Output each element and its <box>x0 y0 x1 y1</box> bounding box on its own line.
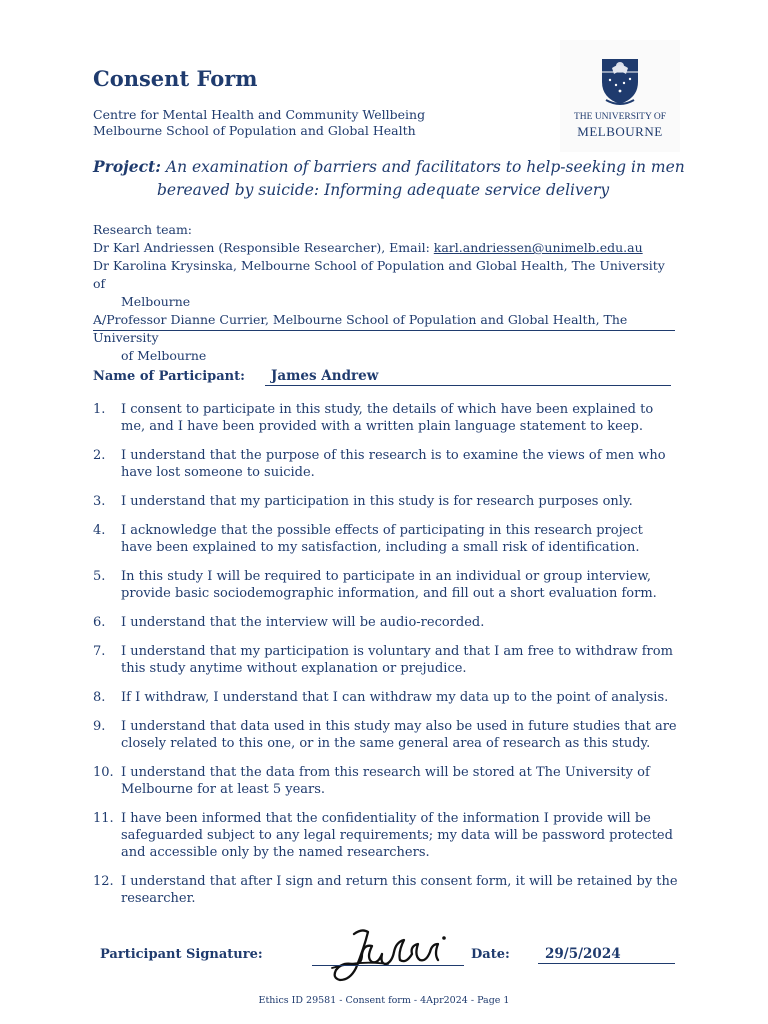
school-name: Melbourne School of Population and Global Health <box>93 123 416 138</box>
statement-text: I understand that my participation is voluntary and that I am free to withdraw from this study anytime without explanation or prejudice. <box>121 644 673 676</box>
participant-name-label: Name of Participant: <box>93 369 245 384</box>
form-title: Consent Form <box>93 66 258 91</box>
university-logo <box>560 40 680 152</box>
team-member-3: A/Professor Dianne Currier, Melbourne School of Population and Global Health, The University of Melbourne <box>93 312 628 363</box>
research-team <box>93 221 675 365</box>
research-team-heading: Research team: <box>93 222 193 237</box>
statement-number: 1. <box>93 402 106 417</box>
date-field[interactable]: 29/5/2024 <box>538 946 675 964</box>
consent-statement <box>93 614 678 631</box>
statement-text: I understand that the data from this research will be stored at The University of Melbourne for at least 5 years. <box>121 765 650 797</box>
team-member-1: Dr Karl Andriessen (Responsible Researcher), Email: karl.andriessen@unimelb.edu.au <box>93 240 643 255</box>
statement-number: 10. <box>93 765 114 780</box>
consent-statement <box>93 810 678 861</box>
researcher-email-link[interactable]: karl.andriessen@unimelb.edu.au <box>433 240 643 255</box>
statement-text: I understand that after I sign and return this consent form, it will be retained by the researcher. <box>121 874 678 906</box>
statement-number: 11. <box>93 811 114 826</box>
logo-line2: MELBOURNE <box>577 124 663 139</box>
statement-text: I understand that the interview will be audio-recorded. <box>121 615 485 630</box>
project-block <box>93 155 693 202</box>
statement-text: I understand that the purpose of this research is to examine the views of men who have lost someone to suicide. <box>121 448 666 480</box>
statement-number: 9. <box>93 719 106 734</box>
consent-statement <box>93 764 678 798</box>
statement-number: 2. <box>93 448 106 463</box>
statement-text: I understand that data used in this study may also be used in future studies that are closely related to this one, or in the same general area of research as this study. <box>121 719 677 751</box>
statement-text: I understand that my participation in this study is for research purposes only. <box>121 494 633 509</box>
signature-label: Participant Signature: <box>100 947 263 962</box>
consent-statement <box>93 643 678 677</box>
signature-line <box>312 965 464 966</box>
statement-text: If I withdraw, I understand that I can withdraw my data up to the point of analysis. <box>121 690 669 705</box>
project-title-line1: An examination of barriers and facilitators to help-seeking in men <box>165 158 685 176</box>
statement-number: 8. <box>93 690 106 705</box>
centre-name: Centre for Mental Health and Community Wellbeing <box>93 107 426 122</box>
date-label: Date: <box>471 947 510 962</box>
participant-name-field[interactable]: James Andrew <box>265 368 671 386</box>
consent-statement <box>93 447 678 481</box>
statement-number: 3. <box>93 494 106 509</box>
statement-number: 7. <box>93 644 106 659</box>
project-label: Project: <box>93 157 161 176</box>
logo-line1: THE UNIVERSITY OF <box>573 112 666 122</box>
statement-text: I consent to participate in this study, the details of which have been explained to me, and I have been provided with a written plain language statement to keep. <box>121 402 654 434</box>
consent-statement <box>93 493 678 510</box>
project-title-line2: bereaved by suicide: Informing adequate service delivery <box>157 181 610 199</box>
statement-text: I have been informed that the confidentiality of the information I provide will be safeguarded subject to any legal requirements; my data will be password protected and accessible only by the named researchers. <box>121 811 673 860</box>
participant-signature[interactable] <box>328 924 453 988</box>
statement-text: In this study I will be required to participate in an individual or group interview, provide basic sociodemographic information, and fill out a short evaluation form. <box>121 569 657 601</box>
form-subtitle <box>93 107 425 139</box>
statement-number: 12. <box>93 874 114 889</box>
consent-statement <box>93 689 678 706</box>
team-member-2: Dr Karolina Krysinska, Melbourne School of Population and Global Health, The University of Melbourne <box>93 258 665 309</box>
statement-number: 6. <box>93 615 106 630</box>
consent-statement <box>93 873 678 907</box>
statement-text: I acknowledge that the possible effects of participating in this research project have been explained to my satisfaction, including a small risk of identification. <box>121 523 643 555</box>
consent-statement <box>93 401 678 435</box>
consent-statement <box>93 718 678 752</box>
consent-statements-list <box>93 401 678 907</box>
page-footer: Ethics ID 29581 - Consent form - 4Apr2024 - Page 1 <box>258 995 510 1006</box>
statement-number: 5. <box>93 569 106 584</box>
section-divider <box>93 330 675 331</box>
consent-statement <box>93 568 678 602</box>
statement-number: 4. <box>93 523 106 538</box>
consent-statement <box>93 522 678 556</box>
